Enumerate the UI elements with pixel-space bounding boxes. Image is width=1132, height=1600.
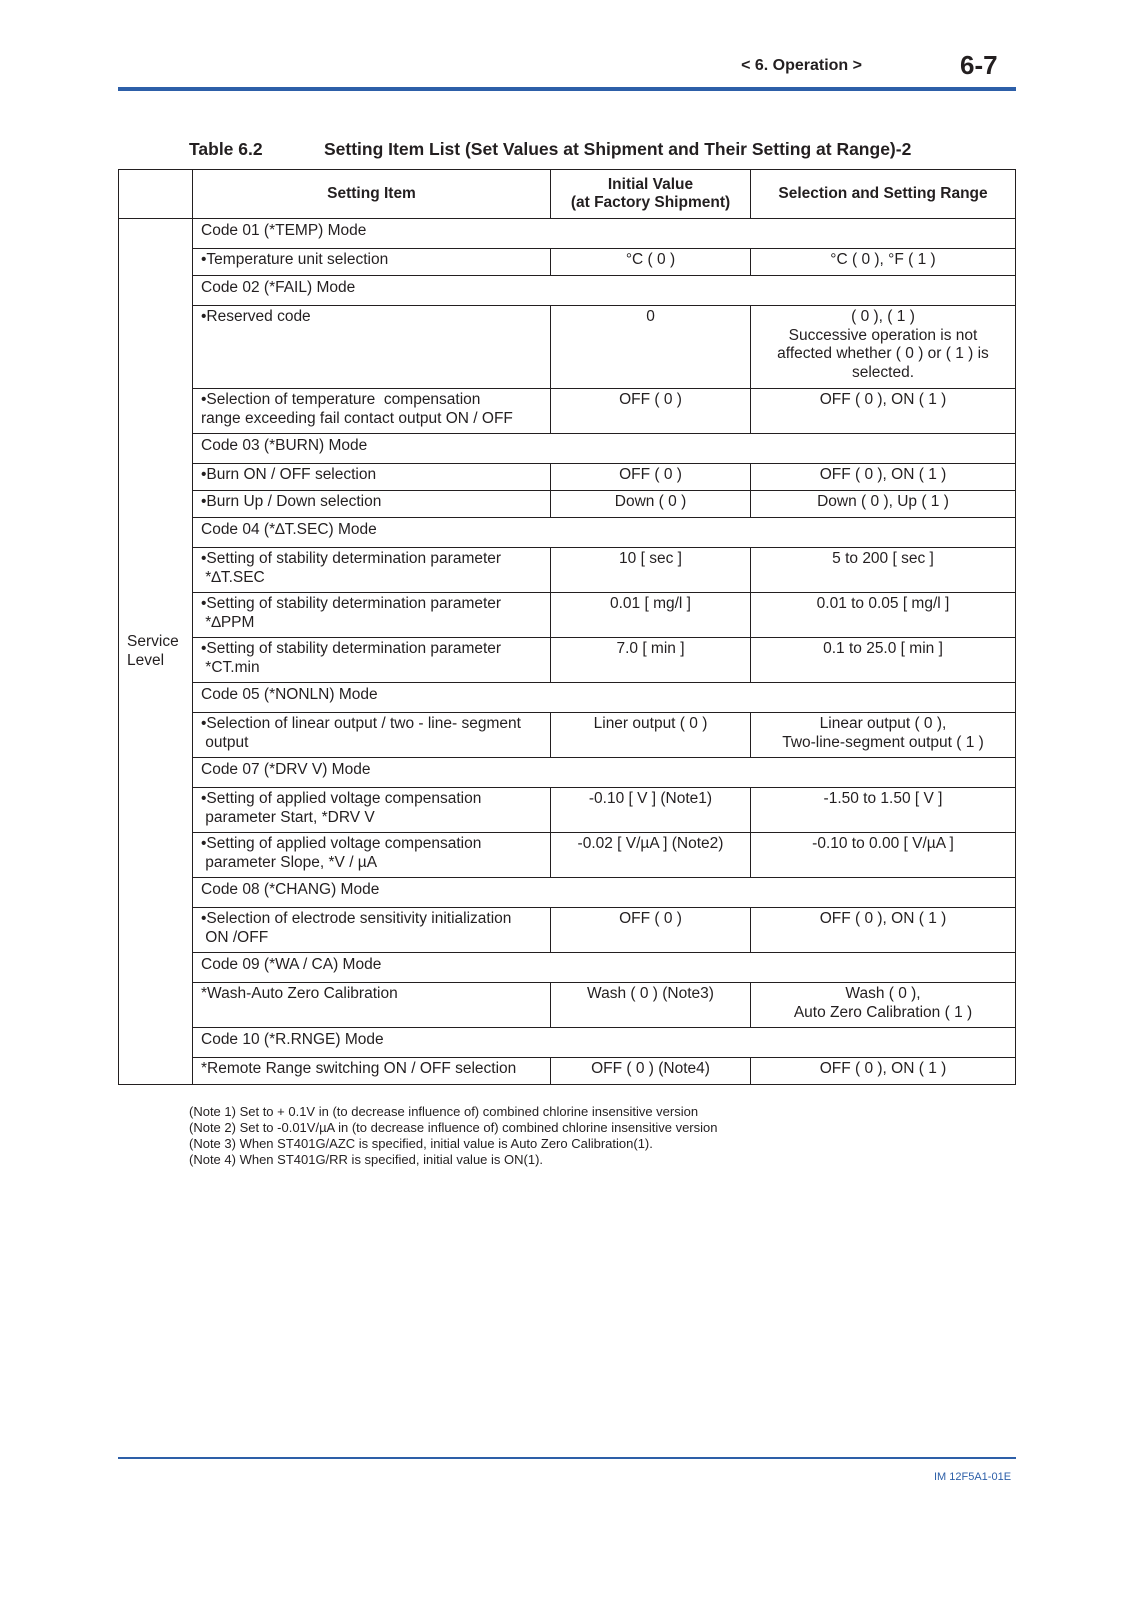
range-cell — [751, 249, 1016, 276]
setting-item-cell-line: •Temperature unit selection — [201, 251, 389, 268]
header-rule — [118, 87, 1016, 91]
setting-item-cell — [193, 249, 551, 276]
initial-value-cell-line: Down ( 0 ) — [614, 493, 687, 510]
initial-value-header-line1: Initial Value — [607, 175, 694, 193]
range-cell-line: Auto Zero Calibration ( 1 ) — [793, 1003, 973, 1021]
mode-row — [119, 518, 1016, 548]
setting-row — [119, 908, 1016, 953]
initial-value-cell-line: 7.0 [ min ] — [616, 640, 685, 657]
setting-item-cell — [193, 983, 551, 1028]
initial-value-cell-line: 0 — [646, 308, 655, 325]
initial-value-cell-line: Wash ( 0 ) (Note3) — [587, 985, 714, 1002]
mode-row — [119, 219, 1016, 249]
range-cell — [751, 983, 1016, 1028]
initial-value-cell-line: OFF ( 0 ) — [619, 466, 682, 483]
setting-item-cell-line: parameter Start, *DRV V — [201, 808, 375, 826]
setting-item-cell-line: •Selection of electrode sensitivity initialization — [201, 910, 512, 927]
initial-value-cell-line: -0.10 [ V ] (Note1) — [588, 790, 713, 807]
initial-value-cell-line: Liner output ( 0 ) — [593, 715, 708, 732]
mode-row — [119, 276, 1016, 306]
initial-value-cell — [551, 249, 751, 276]
setting-item-cell — [193, 908, 551, 953]
table-body — [119, 219, 1016, 1085]
setting-item-cell — [193, 713, 551, 758]
mode-label: Code 08 (*CHANG) Mode — [193, 878, 1016, 908]
mode-row — [119, 878, 1016, 908]
setting-item-cell-line: •Setting of applied voltage compensation — [201, 835, 482, 852]
setting-item-cell-line: •Selection of temperature compensation — [201, 391, 481, 408]
mode-label: Code 03 (*BURN) Mode — [193, 434, 1016, 464]
initial-value-cell-line: OFF ( 0 ) — [619, 910, 682, 927]
setting-item-cell — [193, 593, 551, 638]
range-cell-line: ( 0 ), ( 1 ) — [851, 308, 915, 325]
mode-row — [119, 953, 1016, 983]
range-cell — [751, 788, 1016, 833]
setting-item-header: Setting Item — [193, 170, 551, 219]
initial-value-cell — [551, 908, 751, 953]
range-cell-line: 0.1 to 25.0 [ min ] — [823, 640, 943, 657]
mode-label: Code 02 (*FAIL) Mode — [193, 276, 1016, 306]
range-cell — [751, 908, 1016, 953]
setting-item-cell-line: •Selection of linear output / two - line- segment — [201, 715, 521, 732]
mode-label: Code 05 (*NONLN) Mode — [193, 683, 1016, 713]
range-cell — [751, 389, 1016, 434]
setting-row — [119, 249, 1016, 276]
setting-item-cell — [193, 306, 551, 389]
range-cell-line: OFF ( 0 ), ON ( 1 ) — [819, 910, 947, 927]
table-header-row — [119, 170, 1016, 219]
setting-item-cell — [193, 788, 551, 833]
range-cell — [751, 713, 1016, 758]
initial-value-cell-line: OFF ( 0 ) (Note4) — [591, 1060, 710, 1077]
note-2: (Note 2) Set to -0.01V/µA in (to decrease influence of) combined chlorine insensitive version — [189, 1120, 718, 1135]
initial-value-cell-line: 10 [ sec ] — [619, 550, 682, 567]
setting-item-cell-line: ON /OFF — [201, 928, 269, 946]
initial-value-cell — [551, 548, 751, 593]
initial-value-cell — [551, 713, 751, 758]
initial-value-cell — [551, 638, 751, 683]
setting-row — [119, 389, 1016, 434]
range-cell — [751, 593, 1016, 638]
range-cell-line: OFF ( 0 ), ON ( 1 ) — [819, 466, 947, 483]
initial-value-cell — [551, 1058, 751, 1085]
initial-value-cell-line: -0.02 [ V/µA ] (Note2) — [577, 835, 724, 852]
setting-item-cell-line: •Setting of stability determination parameter — [201, 595, 502, 612]
service-level-label — [119, 219, 193, 1085]
mode-row — [119, 434, 1016, 464]
initial-value-header — [551, 170, 751, 219]
mode-row — [119, 683, 1016, 713]
range-cell-line: °C ( 0 ), °F ( 1 ) — [830, 251, 936, 268]
mode-label: Code 09 (*WA / CA) Mode — [193, 953, 1016, 983]
setting-item-cell-line: *CT.min — [201, 658, 260, 676]
initial-value-cell — [551, 983, 751, 1028]
range-cell-line: Down ( 0 ), Up ( 1 ) — [817, 493, 949, 510]
initial-value-header-line2: (at Factory Shipment) — [570, 194, 731, 211]
range-cell-line: selected. — [851, 363, 915, 381]
service-level-line1: Service — [127, 633, 179, 650]
setting-item-cell-line: *Wash-Auto Zero Calibration — [201, 985, 398, 1002]
setting-row — [119, 491, 1016, 518]
document-id: IM 12F5A1-01E — [934, 1471, 1012, 1483]
range-cell-line: Wash ( 0 ), — [845, 985, 921, 1002]
note-1: (Note 1) Set to + 0.1V in (to decrease influence of) combined chlorine insensitive version — [189, 1104, 699, 1119]
setting-row — [119, 788, 1016, 833]
mode-label: Code 01 (*TEMP) Mode — [193, 219, 1016, 249]
section-header: < 6. Operation > — [741, 57, 862, 74]
setting-row — [119, 713, 1016, 758]
setting-item-cell-line: range exceeding fail contact output ON / OFF — [201, 409, 513, 427]
setting-item-cell-line: *Remote Range switching ON / OFF selection — [201, 1060, 517, 1077]
note-3: (Note 3) When ST401G/AZC is specified, initial value is Auto Zero Calibration(1). — [189, 1136, 653, 1151]
range-cell — [751, 464, 1016, 491]
setting-item-cell-line: parameter Slope, *V / µA — [201, 853, 378, 871]
table-title: Setting Item List (Set Values at Shipment and Their Setting at Range)-2 — [324, 139, 912, 159]
mode-label: Code 10 (*R.RNGE) Mode — [193, 1028, 1016, 1058]
table-caption — [189, 139, 911, 160]
setting-item-cell-line: *∆PPM — [201, 613, 255, 631]
range-cell — [751, 833, 1016, 878]
setting-row — [119, 983, 1016, 1028]
footer-rule — [118, 1457, 1016, 1459]
setting-item-cell-line: •Burn Up / Down selection — [201, 493, 382, 510]
initial-value-cell-line: 0.01 [ mg/l ] — [610, 595, 691, 612]
initial-value-cell — [551, 306, 751, 389]
setting-row — [119, 1058, 1016, 1085]
settings-table — [118, 169, 1016, 1085]
setting-row — [119, 833, 1016, 878]
range-cell — [751, 638, 1016, 683]
initial-value-cell — [551, 389, 751, 434]
setting-item-cell — [193, 833, 551, 878]
initial-value-cell — [551, 593, 751, 638]
initial-value-cell — [551, 833, 751, 878]
setting-item-cell — [193, 638, 551, 683]
range-header: Selection and Setting Range — [751, 170, 1016, 219]
setting-item-cell-line: •Setting of stability determination parameter — [201, 640, 502, 657]
initial-value-cell-line: OFF ( 0 ) — [619, 391, 682, 408]
mode-row — [119, 758, 1016, 788]
setting-item-cell-line: *∆T.SEC — [201, 568, 265, 586]
range-cell-line: Linear output ( 0 ), — [819, 715, 947, 732]
setting-item-cell — [193, 464, 551, 491]
setting-item-cell-line: •Burn ON / OFF selection — [201, 466, 377, 483]
level-column-header — [119, 170, 193, 219]
service-level-line2: Level — [127, 651, 165, 669]
range-cell-line: OFF ( 0 ), ON ( 1 ) — [819, 1060, 947, 1077]
setting-item-cell-line: •Setting of stability determination parameter — [201, 550, 502, 567]
setting-item-cell — [193, 1058, 551, 1085]
range-cell-line: 0.01 to 0.05 [ mg/l ] — [816, 595, 950, 612]
initial-value-cell — [551, 464, 751, 491]
setting-row — [119, 306, 1016, 389]
setting-item-cell-line: •Setting of applied voltage compensation — [201, 790, 482, 807]
range-cell — [751, 548, 1016, 593]
setting-item-cell — [193, 389, 551, 434]
setting-item-cell-line: output — [201, 733, 249, 751]
range-cell-line: affected whether ( 0 ) or ( 1 ) is — [777, 345, 989, 362]
setting-row — [119, 638, 1016, 683]
range-cell-line: -1.50 to 1.50 [ V ] — [823, 790, 943, 807]
setting-row — [119, 593, 1016, 638]
range-cell — [751, 491, 1016, 518]
mode-label: Code 04 (*∆T.SEC) Mode — [193, 518, 1016, 548]
initial-value-cell — [551, 491, 751, 518]
table-number: Table 6.2 — [189, 139, 263, 159]
range-cell-line: Successive operation is not — [788, 326, 978, 344]
range-cell-line: -0.10 to 0.00 [ V/µA ] — [812, 835, 954, 852]
initial-value-cell — [551, 788, 751, 833]
setting-row — [119, 464, 1016, 491]
page-number: 6-7 — [960, 50, 998, 80]
setting-item-cell-line: •Reserved code — [201, 308, 311, 325]
range-cell-line: Two-line-segment output ( 1 ) — [782, 733, 984, 751]
setting-item-cell — [193, 491, 551, 518]
mode-row — [119, 1028, 1016, 1058]
initial-value-cell-line: °C ( 0 ) — [625, 251, 676, 268]
notes — [189, 1104, 718, 1168]
note-4: (Note 4) When ST401G/RR is specified, initial value is ON(1). — [189, 1152, 544, 1167]
range-cell-line: 5 to 200 [ sec ] — [832, 550, 934, 567]
range-cell-line: OFF ( 0 ), ON ( 1 ) — [819, 391, 947, 408]
mode-label: Code 07 (*DRV V) Mode — [193, 758, 1016, 788]
setting-item-cell — [193, 548, 551, 593]
range-cell — [751, 306, 1016, 389]
range-cell — [751, 1058, 1016, 1085]
setting-row — [119, 548, 1016, 593]
